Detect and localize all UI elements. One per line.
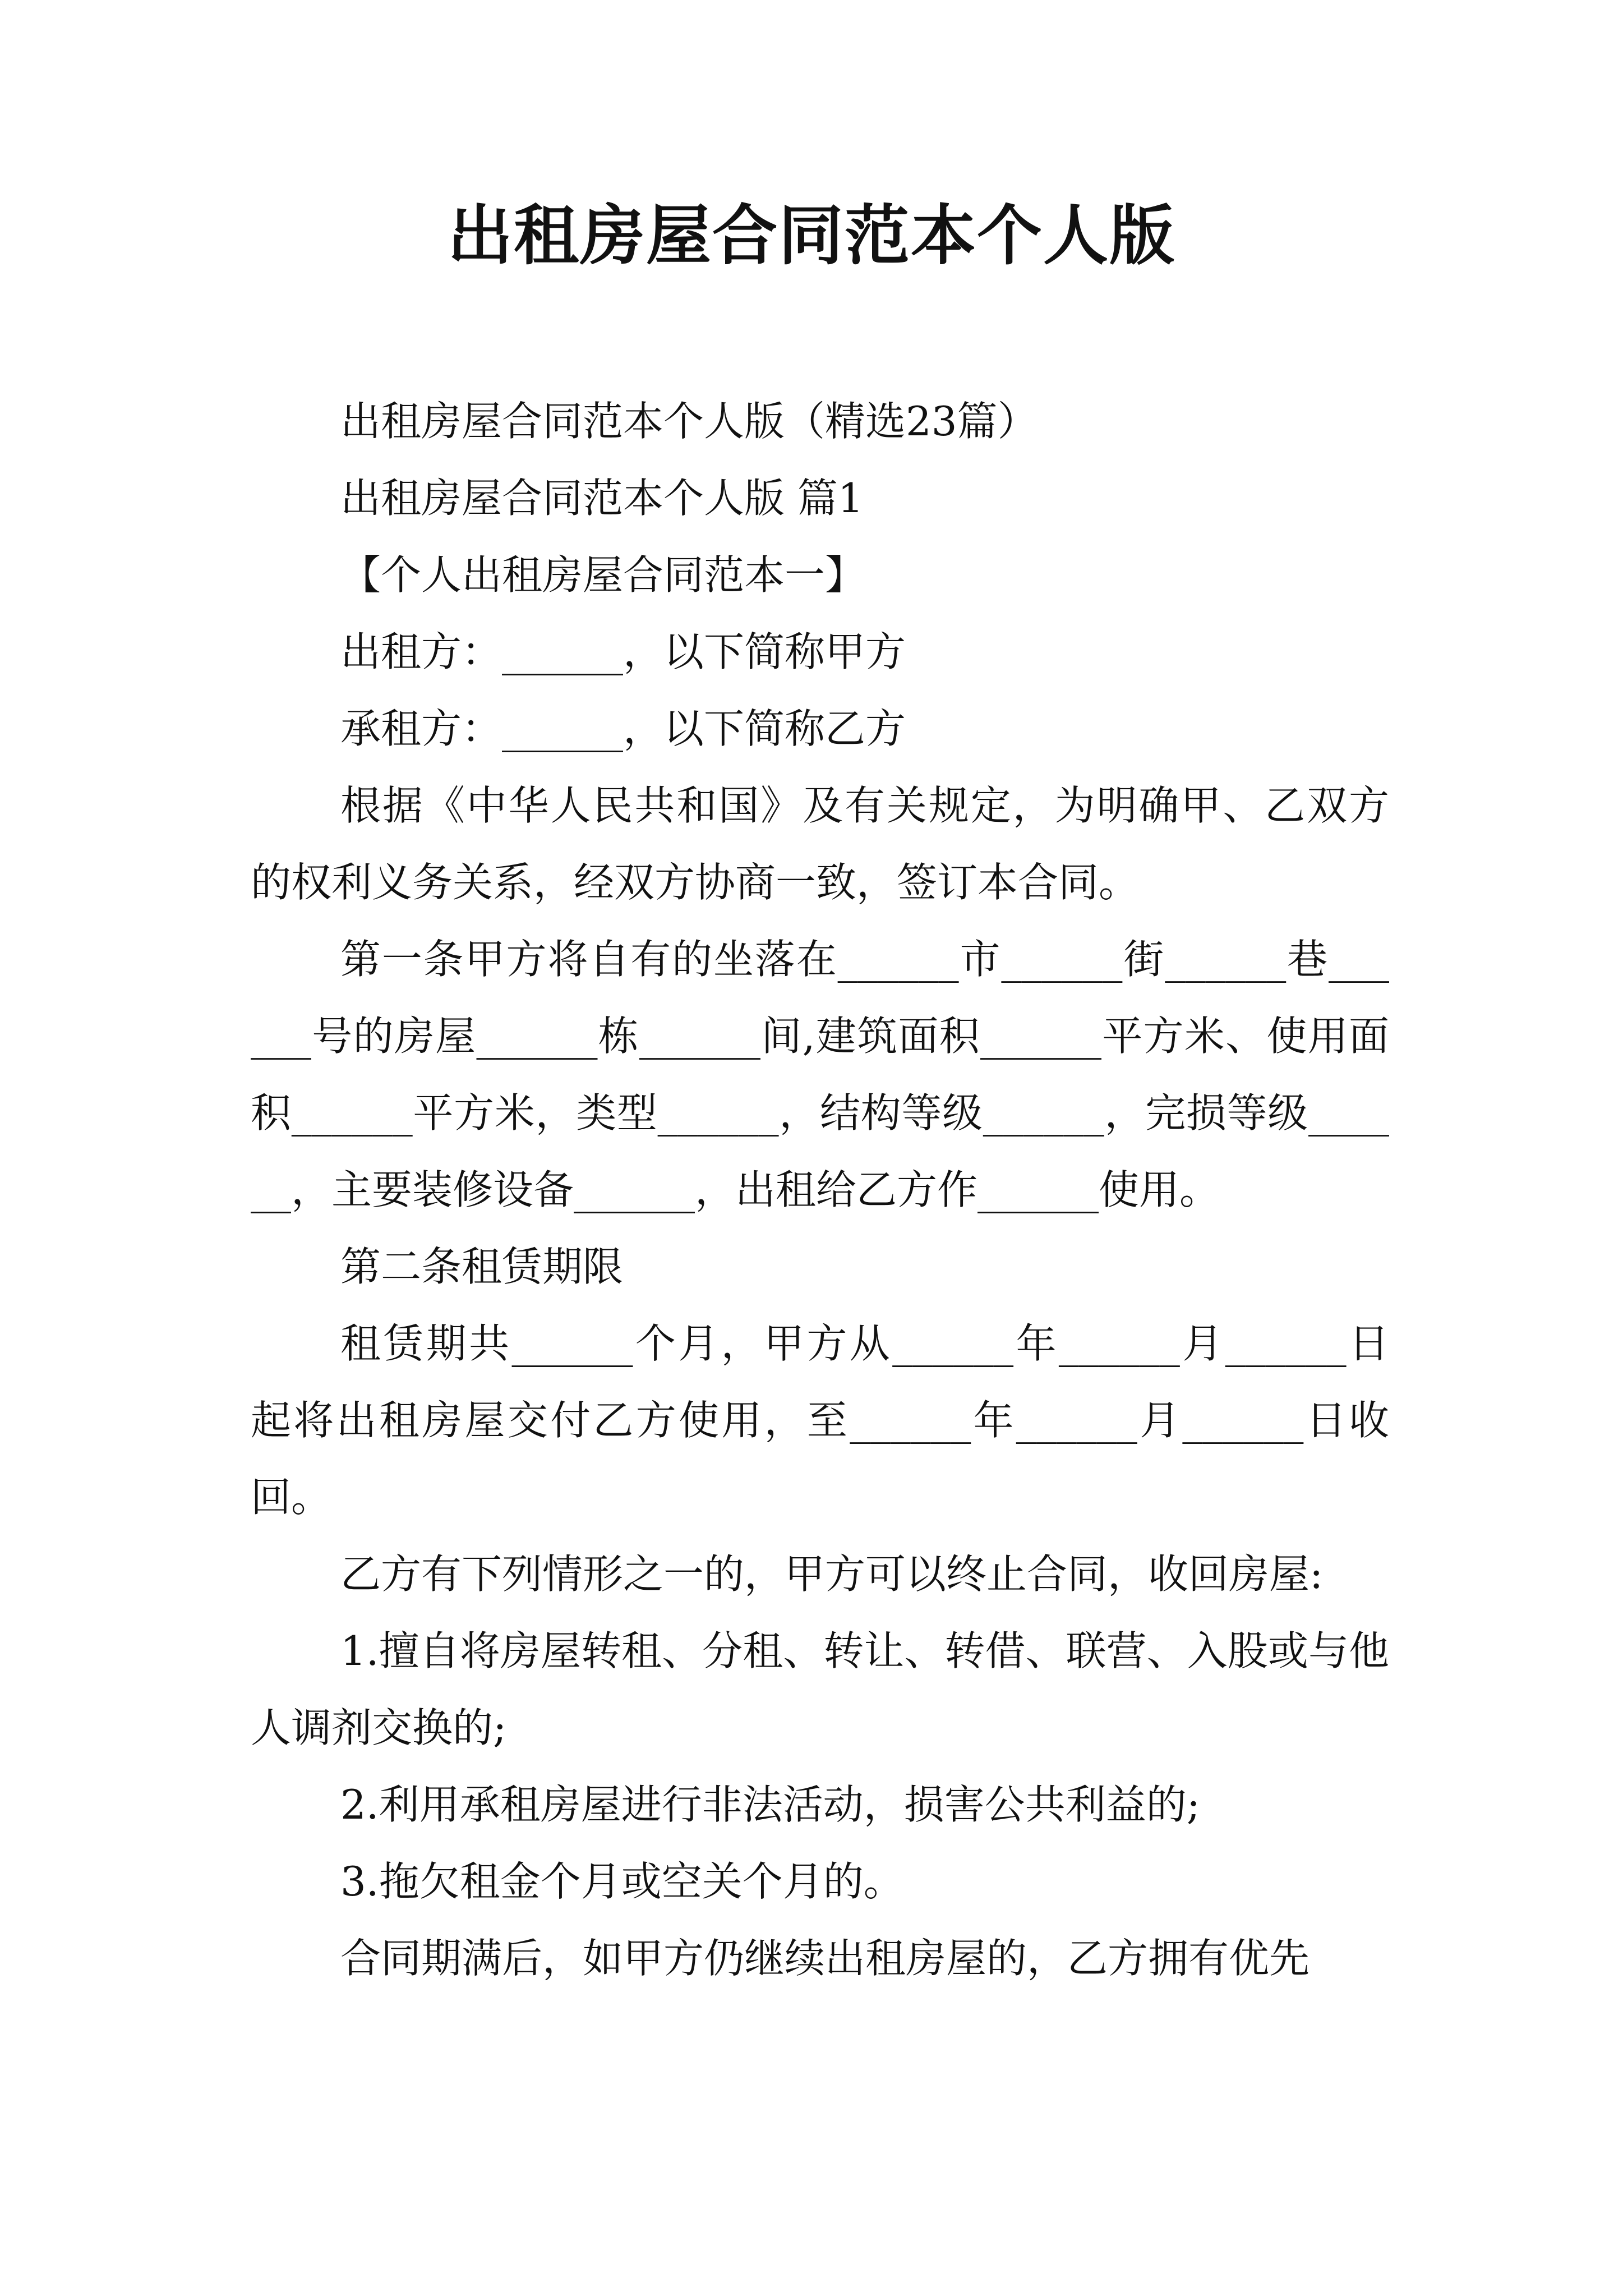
paragraph-termination-conditions: 乙方有下列情形之一的，甲方可以终止合同，收回房屋: xyxy=(340,1550,1324,1598)
paragraph-condition-1: 1.擅自将房屋转租、分租、转让、转借、联营、入股或与他人调剂交换的; xyxy=(251,1627,1389,1751)
paragraph-section-heading: 出租房屋合同范本个人版 篇1 xyxy=(340,475,864,522)
paragraph-condition-3: 3.拖欠租金个月或空关个月的。 xyxy=(340,1858,904,1905)
paragraph-lease-term: 租赁期共______个月，甲方从______年______月______日起将出租房屋交付乙方使用，至______年______月______日收回。 xyxy=(251,1320,1389,1521)
document-body xyxy=(251,383,1389,1997)
paragraph-preamble: 根据《中华人民共和国》及有关规定，为明确甲、乙双方的权利义务关系，经双方协商一致，签订本合同。 xyxy=(251,782,1389,906)
paragraph-article-2-heading: 第二条租赁期限 xyxy=(340,1243,624,1290)
document-title: 出租房屋合同范本个人版 xyxy=(448,197,1175,274)
paragraph-subtitle: 出租房屋合同范本个人版（精选23篇） xyxy=(340,398,1038,445)
paragraph-article-1: 第一条甲方将自有的坐落在______市______街______巷______号的房屋______栋______间,建筑面积______平方米、使用面积______平方米，类型______，结构等级______，完损等级______，主要装修设备______，出租给乙方作______使用。 xyxy=(251,936,1389,1213)
paragraph-renewal: 合同期满后，如甲方仍继续出租房屋的，乙方拥有优先 xyxy=(340,1935,1310,1982)
paragraph-template-heading: 【个人出租房屋合同范本一】 xyxy=(340,551,866,599)
paragraph-lessee: 承租方：______，以下简称乙方 xyxy=(340,705,906,752)
paragraph-lessor: 出租方：______，以下简称甲方 xyxy=(340,628,906,675)
paragraph-condition-2: 2.利用承租房屋进行非法活动，损害公共利益的; xyxy=(340,1781,1200,1828)
